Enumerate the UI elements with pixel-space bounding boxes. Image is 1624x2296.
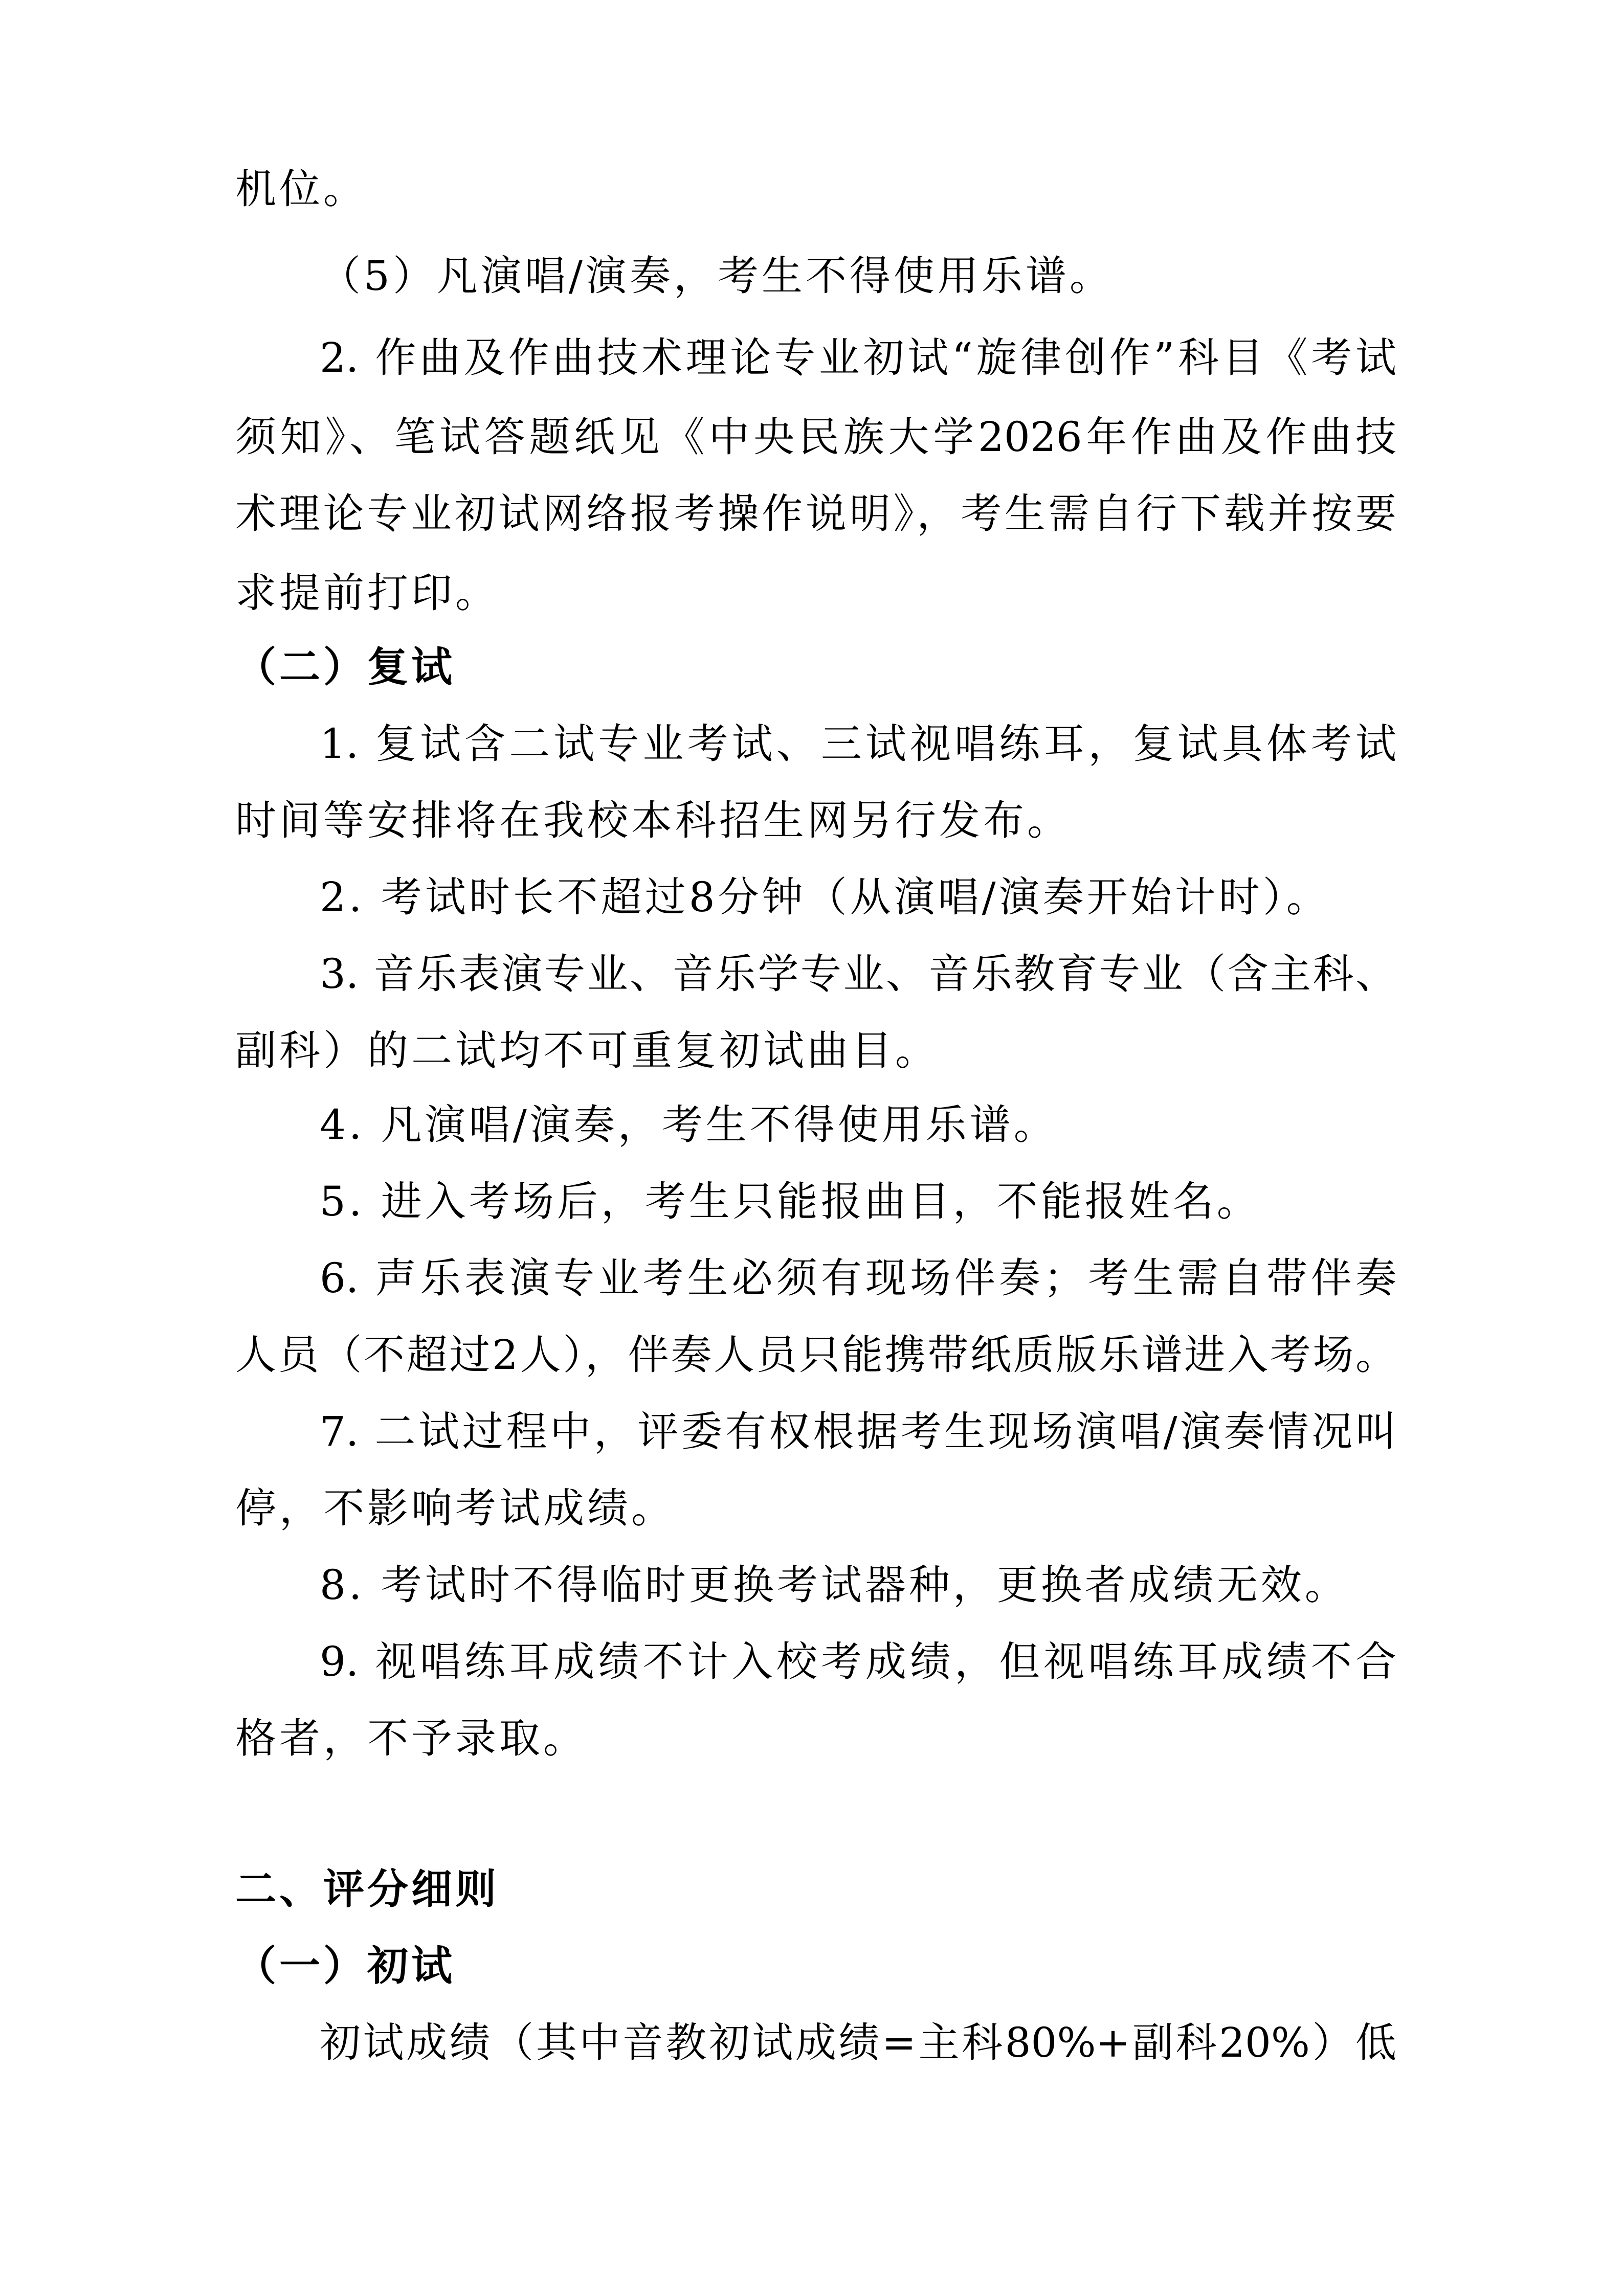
text-line: 停，不影响考试成绩。 <box>235 1484 675 1532</box>
text-line: 1. 复试含二试专业考试、三试视唱练耳，复试具体考试 <box>320 720 1396 768</box>
text-line: （5）凡演唱/演奏，考生不得使用乐谱。 <box>320 252 1114 300</box>
text-line: 3. 音乐表演专业、音乐学专业、音乐教育专业（含主科、 <box>320 950 1396 998</box>
text-line: 时间等安排将在我校本科招生网另行发布。 <box>235 797 1071 844</box>
text-line: 2. 作曲及作曲技术理论专业初试“旋律创作”科目《考试 <box>320 334 1396 381</box>
text-line: 须知》、笔试答题纸见《中央民族大学2026年作曲及作曲技 <box>235 413 1396 461</box>
text-line: 人员（不超过2人），伴奏人员只能携带纸质版乐谱进入考场。 <box>235 1331 1396 1379</box>
text-line: 术理论专业初试网络报考操作说明》，考生需自行下载并按要 <box>235 490 1396 537</box>
text-line: 机位。 <box>235 165 367 213</box>
section-heading: （二）复试 <box>235 643 455 691</box>
text-line: 求提前打印。 <box>235 569 499 617</box>
text-line: 初试成绩（其中音教初试成绩=主科80%+副科20%）低 <box>320 2019 1396 2066</box>
text-line: 4. 凡演唱/演奏，考生不得使用乐谱。 <box>320 1101 1058 1149</box>
text-line: 副科）的二试均不可重复初试曲目。 <box>235 1027 939 1074</box>
text-line: 8. 考试时不得临时更换考试器种，更换者成绩无效。 <box>320 1561 1349 1609</box>
text-line: 5. 进入考场后，考生只能报曲目，不能报姓名。 <box>320 1178 1261 1225</box>
section-heading: （一）初试 <box>235 1942 455 1990</box>
text-line: 7. 二试过程中，评委有权根据考生现场演唱/演奏情况叫 <box>320 1408 1396 1455</box>
text-line: 9. 视唱练耳成绩不计入校考成绩，但视唱练耳成绩不合 <box>320 1638 1396 1685</box>
text-line: 6. 声乐表演专业考生必须有现场伴奏；考生需自带伴奏 <box>320 1254 1396 1302</box>
text-line: 2. 考试时长不超过8分钟（从演唱/演奏开始计时）。 <box>320 873 1330 921</box>
text-line: 格者，不予录取。 <box>235 1715 587 1762</box>
section-heading: 二、评分细则 <box>235 1865 499 1913</box>
